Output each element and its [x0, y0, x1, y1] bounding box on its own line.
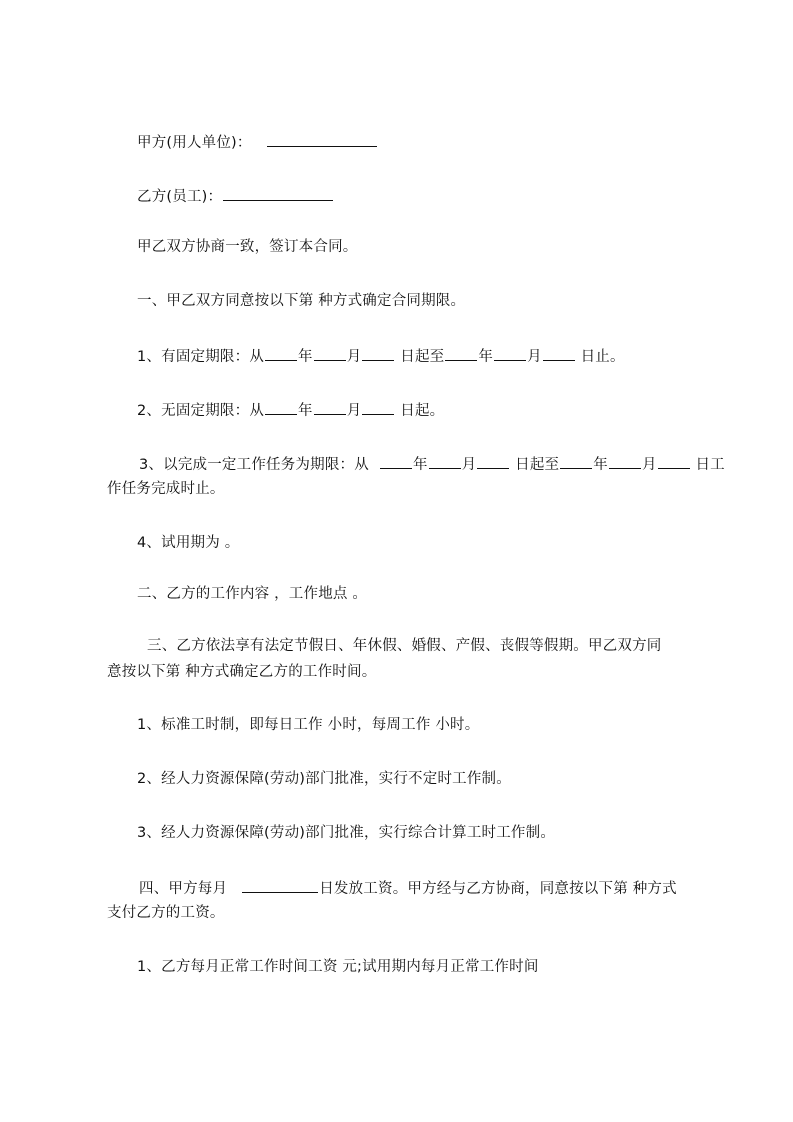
month-label: 月: [641, 457, 657, 473]
end-month-blank[interactable]: [494, 346, 526, 361]
party-b-line: [137, 186, 334, 206]
end-label: 日止。: [580, 349, 625, 365]
section4-prefix: 四、甲方每月: [139, 881, 228, 897]
year-label: 年: [478, 349, 494, 365]
end-year-blank[interactable]: [560, 454, 592, 469]
start-month-blank[interactable]: [429, 454, 461, 469]
start-year-blank[interactable]: [380, 454, 412, 469]
end-year-blank[interactable]: [445, 346, 477, 361]
day-from-to-label: 日起至: [400, 349, 445, 365]
pay-day-blank[interactable]: [242, 878, 318, 893]
section4-line1: [139, 878, 677, 898]
section3-item3: 3、经人力资源保障(劳动)部门批准，实行综合计算工时工作制。: [137, 825, 556, 841]
intro-text: 甲乙双方协商一致，签订本合同。: [137, 239, 358, 255]
section3-item2: 2、经人力资源保障(劳动)部门批准，实行不定时工作制。: [137, 771, 511, 787]
party-a-blank[interactable]: [267, 132, 377, 147]
section1-heading: 一、甲乙双方同意按以下第 种方式确定合同期限。: [137, 293, 466, 309]
month-label: 月: [527, 349, 542, 365]
section2: 二、乙方的工作内容 ，工作地点 。: [137, 586, 368, 602]
start-month-blank[interactable]: [314, 346, 346, 361]
start-year-blank[interactable]: [265, 400, 297, 415]
year-label: 年: [593, 457, 608, 473]
section4-line2: 支付乙方的工资。: [107, 905, 225, 921]
section1-item4: 4、试用期为 。: [137, 535, 240, 551]
party-a-label: 甲方(用人单位)：: [137, 135, 252, 151]
item3-prefix: 3、以完成一定工作任务为期限：从: [139, 457, 369, 473]
item1-prefix: 1、有固定期限：从: [137, 349, 265, 365]
party-b-blank[interactable]: [223, 186, 333, 201]
month-label: 月: [346, 403, 362, 419]
end-day-blank[interactable]: [658, 454, 690, 469]
month-label: 月: [461, 457, 477, 473]
end-day-blank[interactable]: [543, 346, 575, 361]
section3-line2: 意按以下第 种方式确定乙方的工作时间。: [107, 664, 377, 680]
start-year-blank[interactable]: [265, 346, 297, 361]
section4-suffix: 日发放工资。甲方经与乙方协商，同意按以下第 种方式: [319, 881, 677, 897]
start-day-blank[interactable]: [362, 346, 394, 361]
end-month-blank[interactable]: [609, 454, 641, 469]
section1-item3-line1: [139, 454, 725, 474]
year-label: 年: [412, 457, 428, 473]
start-month-blank[interactable]: [314, 400, 346, 415]
section1-item1: [137, 346, 625, 366]
section3-line1: 三、乙方依法享有法定节假日、年休假、婚假、产假、丧假等假期。甲乙双方同: [147, 638, 662, 654]
day-from-to-label: 日起至: [515, 457, 560, 473]
start-day-blank[interactable]: [477, 454, 509, 469]
year-label: 年: [298, 403, 313, 419]
item2-prefix: 2、无固定期限：从: [137, 403, 265, 419]
section3-item1: 1、标准工时制，即每日工作 小时，每周工作 小时。: [137, 717, 480, 733]
end-label: 日工: [695, 457, 725, 473]
month-label: 月: [346, 349, 362, 365]
party-a-line: [137, 132, 378, 152]
section4-item1: 1、乙方每月正常工作时间工资 元;试用期内每月正常工作时间: [137, 959, 539, 975]
section1-item2: [137, 400, 444, 420]
year-label: 年: [298, 349, 313, 365]
party-b-label: 乙方(员工)：: [137, 189, 223, 205]
start-day-blank[interactable]: [362, 400, 394, 415]
end-label: 日起。: [400, 403, 445, 419]
section1-item3-line2: 作任务完成时止。: [107, 481, 225, 497]
